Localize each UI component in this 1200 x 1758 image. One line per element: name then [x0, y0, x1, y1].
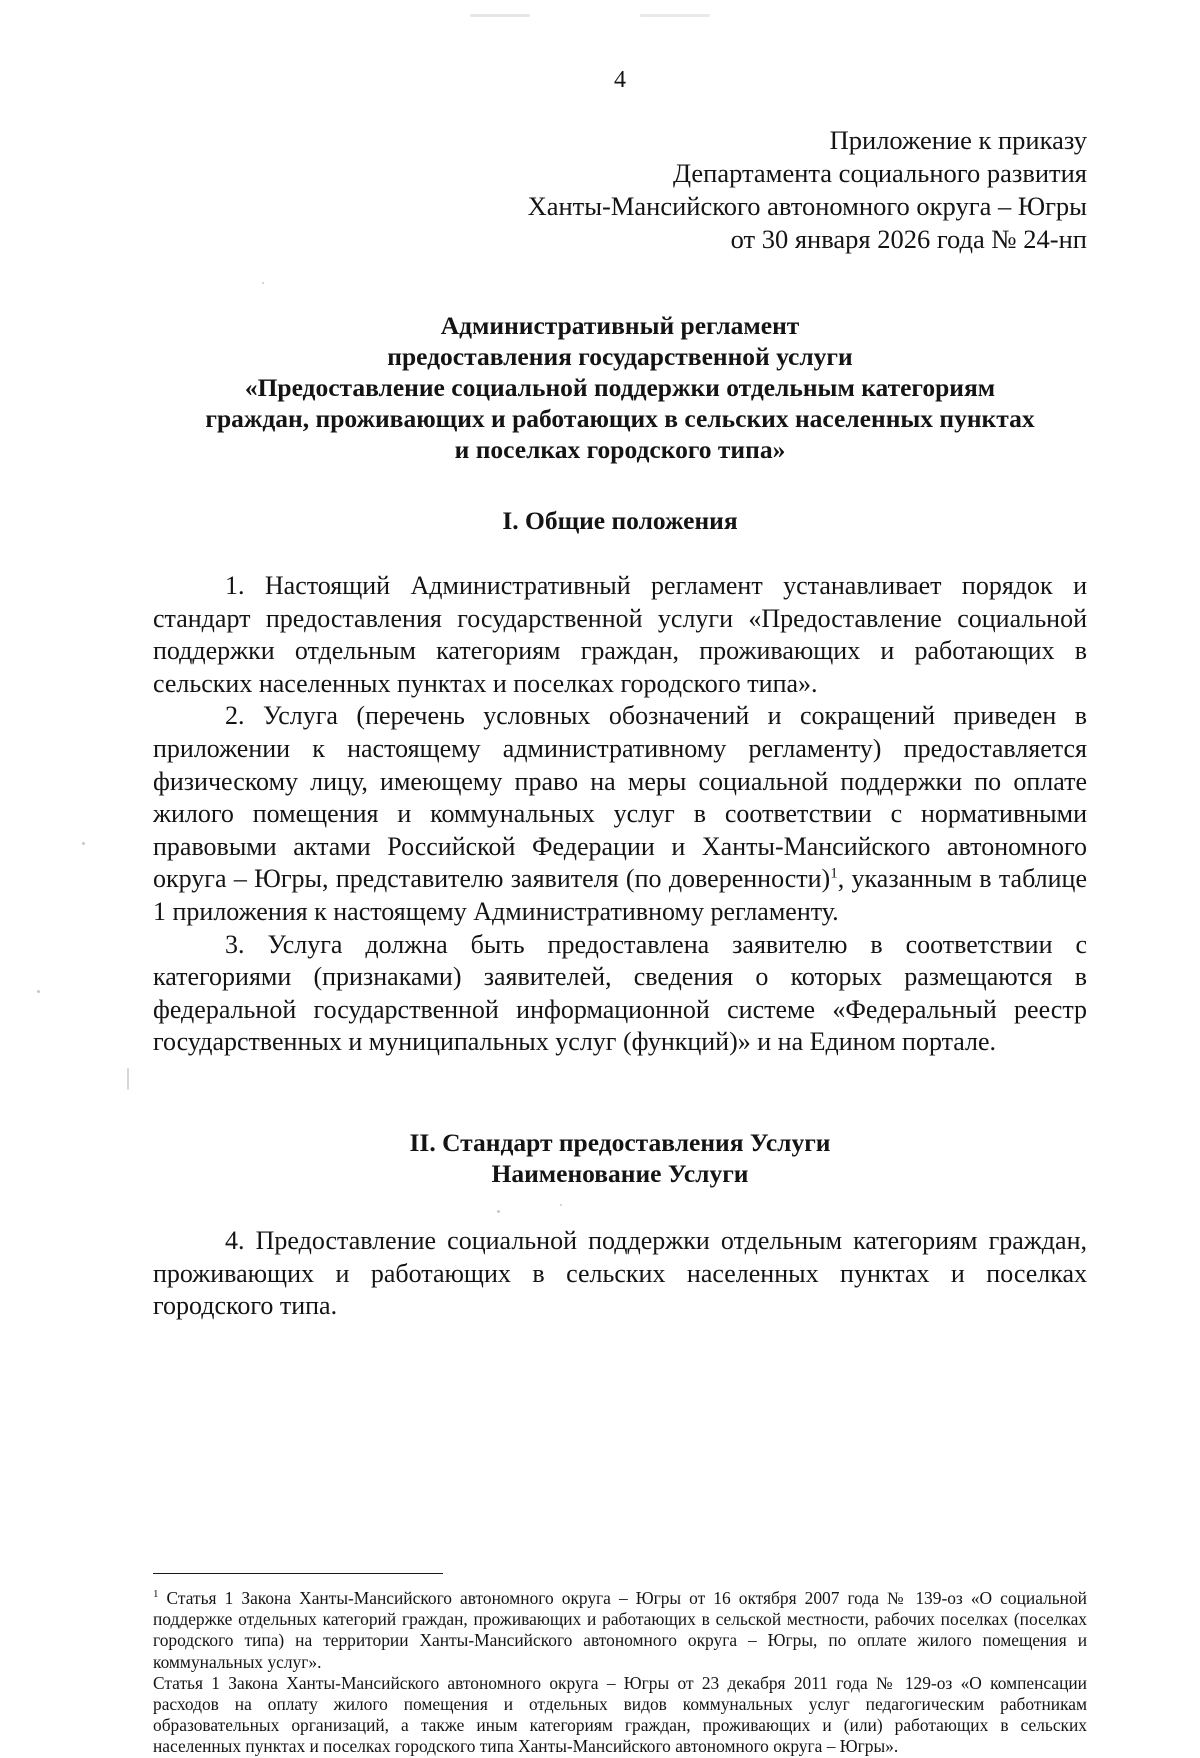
appendix-header — [528, 124, 1087, 256]
paragraph-1: 1. Настоящий Административный регламент устанавливает порядок и стандарт предоставления государственной услуги «Предоставление социальной поддержки отдельным категориям граждан, проживающих и работающих в сельских населенных пунктах и поселках городского типа». — [153, 571, 1087, 698]
scan-speck — [470, 14, 530, 17]
appendix-line: Приложение к приказу — [829, 125, 1087, 155]
title-line: предоставления государственной услуги — [387, 342, 853, 371]
section-2-subheading: Наименование Услуги — [491, 1159, 749, 1188]
scan-speck — [262, 282, 264, 284]
section-1-body — [153, 570, 1087, 1059]
scan-speck — [560, 1204, 562, 1206]
document-title — [153, 310, 1087, 465]
paragraph-4: 4. Предоставление социальной поддержки отдельным категориям граждан, проживающих и работающих в сельских населенных пунктах и поселках городского типа. — [153, 1226, 1087, 1321]
footnote-1-text: Статья 1 Закона Ханты-Мансийского автономного округа – Югры от 16 октября 2007 года № 139-оз «О социальной поддержке отдельных категорий граждан, проживающих и работающих в сельской местности, рабочих поселках (поселках городского типа) на территории Ханты-Мансийского автономного округа – Югры, по оплате жилого помещения и коммунальных услуг». — [153, 1588, 1087, 1672]
title-line: «Предоставление социальной поддержки отдельным категориям — [244, 373, 996, 402]
footnote-1-continued: Статья 1 Закона Ханты-Мансийского автономного округа – Югры от 23 декабря 2011 года № 129-оз «О компенсации расходов на оплату жилого помещения и отдельных видов коммунальных услуг педагогическим работникам образовательных организаций, а также иным категориям граждан, проживающих и (или) работающих в сельских населенных пунктах и поселках городского типа Ханты-Мансийского автономного округа – Югры». — [153, 1672, 1087, 1757]
scan-speck — [127, 1068, 129, 1090]
section-1-heading: I. Общие положения — [502, 506, 738, 535]
scan-speck — [37, 990, 40, 993]
scan-speck — [497, 1210, 500, 1213]
section-2-body — [153, 1225, 1087, 1323]
paragraph-2 — [153, 700, 1087, 928]
footnote-reference: 1 — [830, 865, 838, 882]
title-line: граждан, проживающих и работающих в сельских населенных пунктах — [205, 404, 1035, 433]
title-line: и поселках городского типа» — [454, 435, 786, 464]
page-number: 4 — [614, 67, 626, 93]
footnotes — [153, 1588, 1087, 1758]
footnote-1 — [153, 1588, 1087, 1673]
appendix-line: Департамента социального развития — [673, 158, 1087, 188]
scan-speck — [82, 842, 85, 845]
section-2-heading: II. Стандарт предоставления Услуги — [409, 1128, 831, 1157]
appendix-line: от 30 января 2026 года № 24-нп — [730, 224, 1087, 254]
paragraph-2-text-end: , указанным в таблице 1 приложения к настоящему Административному регламенту. — [153, 864, 1087, 926]
appendix-line: Ханты-Мансийского автономного округа – Югры — [527, 191, 1087, 221]
scan-speck — [640, 14, 710, 17]
paragraph-2-text: 2. Услуга (перечень условных обозначений и сокращений приведен в приложении к настоящему административному регламенту) предоставляется физическому лицу, имеющему право на меры социальной поддержки по оплате жилого помещения и коммунальных услуг в соответствии с нормативными правовыми актами Российской Федерации и Ханты-Мансийского автономного округа – Югры, представителю заявителя (по доверенности) — [153, 701, 1087, 894]
footnote-marker: 1 — [153, 1588, 159, 1601]
paragraph-3: 3. Услуга должна быть предоставлена заявителю в соответствии с категориями (признаками) заявителей, сведения о которых размещаются в федеральной государственной информационной системе «Федеральный реестр государственных и муниципальных услуг (функций)» и на Едином портале. — [153, 929, 1087, 1057]
title-line: Административный регламент — [440, 311, 800, 340]
footnote-divider — [153, 1573, 443, 1574]
